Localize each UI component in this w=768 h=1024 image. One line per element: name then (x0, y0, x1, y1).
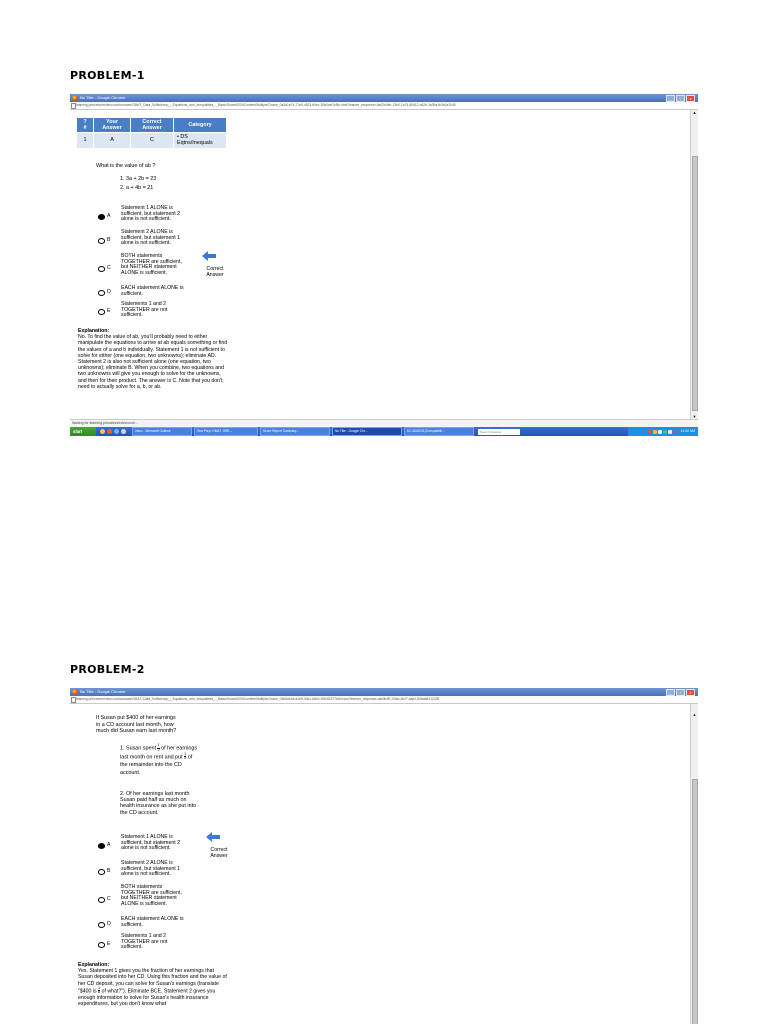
choice-d-text: EACH statement ALONE is sufficient. (121, 285, 184, 297)
choice-letter-a: A (107, 213, 111, 219)
address-bar[interactable] (70, 696, 698, 704)
statement-1: 1. 3a + 2b = 23 (120, 176, 157, 182)
radio-choice-a[interactable] (98, 214, 105, 220)
table-header-row (77, 118, 227, 133)
start-button[interactable]: start (70, 427, 96, 436)
scroll-up-icon[interactable]: ▲ (692, 712, 697, 717)
taskbar-item-chrome[interactable]: No Title - Google Chr... (332, 427, 402, 436)
radio-choice-e[interactable] (98, 942, 105, 948)
radio-choice-d[interactable] (98, 922, 105, 928)
choice-a-text: Statement 1 ALONE is sufficient, but statement 2 alone is not sufficient. (121, 834, 181, 852)
explanation (78, 962, 230, 1007)
page-content (70, 110, 698, 419)
tray-icon[interactable] (653, 430, 657, 434)
explanation-text-b: of what?"). Eliminate BCE. Statement 2 gives you enough information to solve for Susan's health insurance expenditures, but you don't know what (78, 988, 216, 1008)
radio-choice-a[interactable] (98, 843, 105, 849)
quick-launch-icon[interactable] (121, 429, 126, 434)
address-bar[interactable] (70, 102, 698, 110)
choice-letter-c: C (107, 896, 111, 902)
statement-1-part-c: of the remainder into the CD account. (120, 754, 193, 777)
correct-answer-arrow-icon (202, 251, 216, 261)
maximize-button[interactable]: ▫ (676, 95, 685, 102)
correct-answer-label: Correct Answer (210, 847, 228, 859)
problem-2-screenshot (70, 688, 698, 1024)
statement-2: 2. a + 4b = 21 (120, 185, 154, 191)
fraction-numerator: 1 (184, 751, 187, 756)
choice-letter-a: A (107, 842, 111, 848)
quick-launch-icon[interactable] (107, 429, 112, 434)
explanation-title: Explanation: (78, 328, 110, 334)
taskbar-item-word[interactable]: DC-BAS003 [Compatibili... (404, 427, 474, 436)
statement-2: 2. Of her earnings last month Susan paid half as much on health insurance as she put into the CD account. (120, 791, 197, 816)
col-correct-answer: Correct Answer (131, 118, 174, 133)
radio-choice-e[interactable] (98, 309, 105, 315)
explanation-text-a: Yes. Statement 1 gives you the fraction of her earnings that Susan deposited into her CD. Using this fraction and the value of her CD deposit, you can solve for Susan's earnings (translate "$400 is (78, 968, 227, 995)
choice-letter-c: C (107, 265, 111, 271)
tray-icon[interactable] (663, 430, 667, 434)
page-icon (71, 697, 76, 703)
window-titlebar (70, 94, 698, 102)
tray-icon[interactable] (648, 430, 652, 434)
window-titlebar (70, 688, 698, 696)
window-title: No Title - Google Chrome (80, 689, 126, 694)
table-row (77, 133, 227, 149)
col-your-answer: Your Answer (94, 118, 131, 133)
tray-icon[interactable] (668, 430, 672, 434)
fraction-denominator: 4 (184, 756, 187, 761)
choice-b-text: Statement 2 ALONE is sufficient, but statement 1 alone is not sufficient. (121, 860, 181, 878)
statement-1 (120, 744, 200, 777)
taskbar (70, 427, 698, 436)
window-title: No Title - Google Chrome (80, 95, 126, 100)
quick-launch (100, 429, 126, 434)
window-controls (666, 689, 695, 696)
scroll-up-icon[interactable]: ▲ (692, 110, 697, 115)
scroll-thumb[interactable] (692, 779, 698, 1024)
fraction-denominator: 8 (98, 990, 101, 995)
problem-1-screenshot (70, 94, 698, 436)
choice-a-text: Statement 1 ALONE is sufficient, but statement 2 alone is not sufficient. (121, 205, 181, 223)
statement-1-part-b: of her earnings last month on rent and put (120, 745, 198, 761)
choice-letter-e: E (107, 941, 111, 947)
choice-letter-b: B (107, 868, 111, 874)
taskbar-item-testprep[interactable]: Test Prep: GMAT, GRE... (194, 427, 258, 436)
explanation (78, 328, 230, 390)
choice-letter-b: B (107, 237, 111, 243)
problem-2-heading: PROBLEM-2 (70, 663, 145, 676)
tray-icon[interactable] (673, 430, 677, 434)
url-text[interactable]: learning.princetonreview.com/courses/GMAT_Data_Sufficiency_-_Equations_and_Inequalities_-_Basic/Scorm2004Content/MultipleChoice_0a3d1e74-77e9-4523-b0ec-30b0cef1cf5c.html?learner_response=0a02d4eb-13b0-1a74-60612-b62b-3a39a1b3b1a3045 (76, 103, 456, 107)
clock: 11:02 AM (680, 429, 695, 433)
url-text[interactable]: learning.princetonreview.com/courses/GMAT_Data_Sufficiency_-_Equations_and_Inequalities_-_Basic/Scorm2004Content/MultipleChoice_04b8a1ba-a1b9-43a1-b8c0-30b3f2377b60.html?learner_response=afc0b3f1-334e-4b27-bae2-84bab8312339 (76, 697, 440, 701)
quick-launch-icon[interactable] (100, 429, 105, 434)
choice-e-text: Statements 1 and 2 TOGETHER are not sufficient. (121, 301, 168, 319)
fraction-denominator: 2 (157, 747, 160, 752)
choice-b-text: Statement 2 ALONE is sufficient, but statement 1 alone is not sufficient. (121, 229, 181, 247)
quick-launch-icon[interactable] (114, 429, 119, 434)
page-content (70, 704, 698, 1024)
question-text: What is the value of ab ? (96, 163, 156, 169)
cell-your-answer: A (94, 133, 131, 149)
choice-e-text: Statements 1 and 2 TOGETHER are not sufficient. (121, 933, 168, 951)
radio-choice-b[interactable] (98, 238, 105, 244)
explanation-text: No. To find the value of ab, you'll probably need to either manipulate the equations to arrive at ab equals something or find the values of a and b individually. Statement 1 is not sufficient to solve for either (one equation, two unknowns); eliminate AD. Statement 2 is also not sufficient alone (one equation, two unknowns); eliminate B. When you combine, two equations and two unknowns will give you enough to solve for the unknowns, and then for their product. The answer is C. Note that you don't need to actually solve for a, b, or ab. (78, 334, 228, 390)
radio-choice-b[interactable] (98, 869, 105, 875)
choice-letter-d: D (107, 921, 111, 927)
correct-answer-label: Correct Answer (206, 266, 224, 278)
fraction-one-half (157, 744, 159, 752)
choice-letter-d: D (107, 289, 111, 295)
question-text: If Susan put $400 of her earnings in a CD account last month, how much did Susan earn last month? (96, 715, 177, 734)
cell-category: • DS Eqtns/Inequals (174, 133, 227, 149)
chrome-icon (72, 95, 78, 101)
fraction-one-quarter (184, 753, 186, 761)
taskbar-item-score-report[interactable]: Score Report Summary... (260, 427, 330, 436)
radio-choice-c[interactable] (98, 897, 105, 903)
fraction-one-eighth (98, 987, 100, 995)
tray-icon[interactable] (658, 430, 662, 434)
window-controls (666, 95, 695, 102)
choice-c-text: BOTH statements TOGETHER are sufficient, but NEITHER statement ALONE is sufficient. (121, 253, 182, 276)
close-button[interactable]: x (686, 689, 695, 696)
choice-c-text: BOTH statements TOGETHER are sufficient, but NEITHER statement ALONE is sufficient. (121, 884, 182, 907)
page-icon (71, 103, 76, 109)
choice-d-text: EACH statement ALONE is sufficient. (121, 916, 184, 928)
status-bar: Waiting for learning.princetonreview.com... (70, 419, 698, 427)
vertical-scrollbar[interactable] (690, 704, 698, 1024)
cell-number: 1 (77, 133, 94, 149)
minimize-button[interactable]: _ (666, 689, 675, 696)
chrome-icon (72, 689, 78, 695)
correct-answer-arrow-icon (206, 832, 220, 842)
cell-correct-answer: C (131, 133, 174, 149)
radio-choice-d[interactable] (98, 290, 105, 296)
close-button[interactable]: x (686, 95, 695, 102)
explanation-title: Explanation: (78, 962, 110, 968)
col-category: Category (174, 118, 227, 133)
problem-1-heading: PROBLEM-1 (70, 69, 145, 82)
minimize-button[interactable]: _ (666, 95, 675, 102)
fraction-numerator: 1 (157, 743, 160, 747)
taskbar-item-outlook[interactable]: Inbox - Microsoft Outlook (132, 427, 192, 436)
fraction-numerator: 1 (98, 985, 101, 990)
score-table (76, 117, 227, 149)
col-number: ? # (77, 118, 94, 133)
desktop-search-input[interactable]: Search Desktop (478, 429, 520, 435)
vertical-scrollbar[interactable] (690, 110, 698, 419)
scroll-down-icon[interactable]: ▼ (692, 414, 697, 419)
scroll-thumb[interactable] (692, 156, 698, 411)
maximize-button[interactable]: ▫ (676, 689, 685, 696)
choice-letter-e: E (107, 308, 111, 314)
system-tray (628, 427, 698, 436)
radio-choice-c[interactable] (98, 266, 105, 272)
statement-1-part-a: 1. Susan spent (120, 745, 156, 752)
